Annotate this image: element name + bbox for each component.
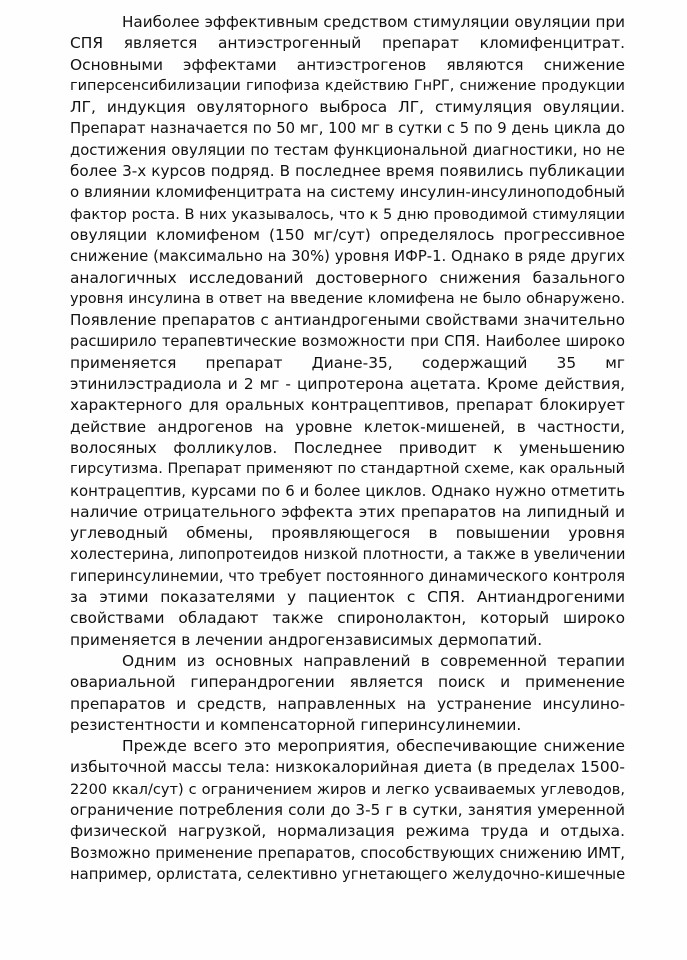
text-line: достижения овуляции по тестам функциональной диагностики, но не: [70, 141, 625, 159]
paragraph: [70, 736, 625, 885]
text-line: применяется препарат Диане-35, содержащий 35 мг: [70, 353, 625, 372]
document-body: [70, 12, 625, 885]
paragraph: [70, 651, 625, 736]
text-line: снижение (максимально на 30%) уровня ИФР-1. Однако в ряде других: [70, 248, 625, 266]
text-line: свойствами обладают также спиронолактон, который широко: [70, 609, 625, 628]
text-line: овариальной гиперандрогении является поиск и применение: [70, 673, 625, 692]
text-line: Возможно применение препаратов, способствующих снижению ИМТ,: [70, 843, 625, 862]
text-line: Основными эффектами антиэстрогенов являются снижение: [70, 55, 625, 74]
text-line: СПЯ является антиэстрогенный препарат кломифенцитрат.: [70, 34, 625, 53]
text-line: характерного для оральных контрацептивов, препарат блокирует: [70, 396, 625, 415]
text-line: расширило терапевтические возможности при СПЯ. Наиболее широко: [70, 333, 625, 351]
text-line: действие андрогенов на уровне клеток-мишеней, в частности,: [70, 417, 625, 436]
text-line: уровня инсулина в ответ на введение кломифена не было обнаружено.: [70, 290, 625, 307]
text-line: более 3-х курсов подряд. В последнее время появились публикации: [70, 162, 625, 181]
text-line: овуляции кломифеном (150 мг/сут) определялось прогрессивное: [70, 225, 625, 244]
text-line: наличие отрицательного эффекта этих препаратов на липидный и: [70, 502, 625, 521]
text-line: Одним из основных направлений в современной терапии: [122, 651, 625, 670]
text-line: волосяных фолликулов. Последнее приводит к уменьшению: [70, 438, 625, 457]
paragraph: [70, 12, 625, 651]
text-line: Прежде всего это мероприятия, обеспечивающие снижение: [122, 737, 625, 756]
text-line: Наиболее эффективным средством стимуляции овуляции при: [122, 13, 625, 31]
text-line: например, орлистата, селективно угнетающего желудочно-кишечные: [70, 865, 625, 883]
text-line: этинилэстрадиола и 2 мг - ципротерона ацетата. Кроме действия,: [70, 375, 625, 394]
text-line: препаратов и средств, направленных на устранение инсулино-: [70, 694, 625, 713]
text-line: резистентности и компенсаторной гиперинсулинемии.: [70, 715, 522, 734]
text-line: Появление препаратов с антиандрогеными свойствами значительно: [70, 311, 625, 330]
text-line: ЛГ, индукция овуляторного выброса ЛГ, стимуляция овуляции.: [70, 98, 625, 117]
text-line: 2200 ккал/сут) с ограничением жиров и легко усваиваемых углеводов,: [70, 780, 625, 798]
text-line: применяется в лечении андрогензависимых дермопатий.: [70, 630, 543, 649]
text-line: ограничение потребления соли до 3-5 г в сутки, занятия умеренной: [70, 800, 625, 819]
text-line: о влиянии кломифенцитрата на систему инсулин-инсулиноподобный: [70, 183, 625, 202]
text-line: Препарат назначается по 50 мг, 100 мг в сутки с 5 по 9 день цикла до: [70, 120, 625, 138]
text-line: аналогичных исследований достоверного снижения базального: [70, 268, 625, 287]
text-line: гиперинсулинемии, что требует постоянного динамического контроля: [70, 567, 625, 585]
text-line: фактор роста. В них указывалось, что к 5 дню проводимой стимуляции: [70, 205, 625, 223]
text-line: гирсутизма. Препарат применяют по стандартной схеме, как оральный: [70, 461, 625, 478]
text-line: за этими показателями у пациенток с СПЯ. Антиандрогеними: [70, 588, 625, 607]
text-line: гиперсенсибилизации гипофиза кдействию ГнРГ, снижение продукции: [70, 77, 625, 94]
text-line: холестерина, липопротеидов низкой плотности, а также в увеличении: [70, 546, 625, 564]
text-line: контрацептив, курсами по 6 и более циклов. Однако нужно отметить: [70, 481, 625, 500]
text-line: углеводный обмены, проявляющегося в повышении уровня: [70, 524, 625, 543]
text-line: физической нагрузкой, нормализация режима труда и отдыха.: [70, 822, 625, 841]
text-line: избыточной массы тела: низкокалорийная диета (в пределах 1500-: [70, 758, 625, 777]
